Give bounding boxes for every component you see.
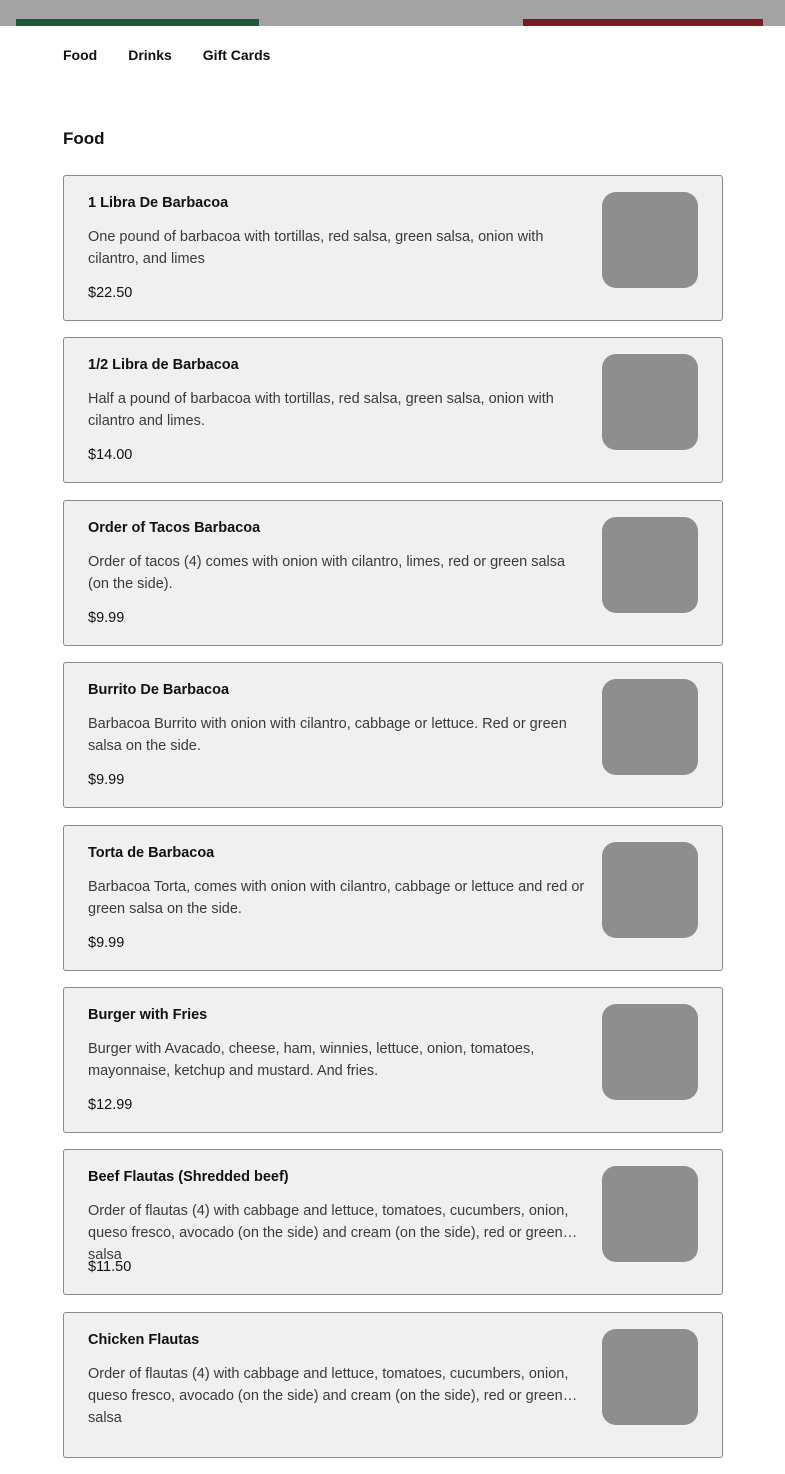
menu-item-card[interactable]	[63, 1149, 723, 1295]
item-description: Burger with Avacado, cheese, ham, winnies, lettuce, onion, tomatoes, mayonnaise, ketchup and mustard. And fries.	[88, 1040, 535, 1079]
menu-item-card[interactable]	[63, 662, 723, 808]
menu-item-card[interactable]	[63, 1312, 723, 1458]
item-name: 1 Libra De Barbacoa	[88, 195, 229, 211]
section-title: Food	[63, 129, 105, 148]
item-name: Burrito De Barbacoa	[88, 682, 230, 699]
item-price: $11.50	[88, 1259, 132, 1276]
top-banner	[0, 0, 785, 26]
item-name: 1/2 Libra de Barbacoa	[88, 357, 239, 374]
menu-item-card[interactable]	[63, 500, 723, 646]
item-description: Order of flautas (4) with cabbage and lettuce, tomatoes, cucumbers, onion, queso fresco, avocado (on the side) and cream (on the side), red or green salsa	[88, 1365, 569, 1426]
item-name: Order of Tacos Barbacoa	[88, 519, 261, 536]
item-image	[602, 354, 698, 450]
category-nav	[63, 46, 270, 64]
item-price: $14.00	[88, 447, 133, 464]
banner-green-stripe	[16, 19, 259, 26]
item-price: $9.99	[88, 934, 125, 951]
item-description: Order of flautas (4) with cabbage and lettuce, tomatoes, cucumbers, onion, queso fresco, avocado (on the side) and cream (on the side), red or green salsa	[88, 1203, 569, 1264]
menu-item-list	[63, 175, 723, 1474]
item-description: Barbacoa Torta, comes with onion with cilantro, cabbage or lettuce and red or green salsa on the side.	[88, 878, 585, 917]
item-description: Barbacoa Burrito with onion with cilantro, cabbage or lettuce. Red or green salsa on the side.	[88, 716, 567, 755]
item-name: Chicken Flautas	[88, 1331, 200, 1348]
item-image	[602, 1329, 698, 1425]
item-price: $9.99	[88, 609, 125, 626]
menu-item-card[interactable]	[63, 825, 723, 971]
menu-item-card[interactable]	[63, 175, 723, 321]
menu-item-card[interactable]	[63, 337, 723, 483]
item-image	[602, 842, 698, 938]
item-name: Beef Flautas (Shredded beef)	[88, 1169, 289, 1186]
item-price: $22.50	[88, 285, 133, 301]
item-image	[602, 1166, 698, 1262]
item-price: $12.99	[88, 1096, 133, 1113]
item-description: Order of tacos (4) comes with onion with cilantro, limes, red or green salsa (on the side).	[88, 553, 566, 592]
tab-gift-cards[interactable]: Gift Cards	[202, 47, 271, 63]
item-image	[602, 679, 698, 775]
item-name: Burger with Fries	[88, 1006, 208, 1023]
item-price: $9.99	[88, 772, 125, 789]
item-name: Torta de Barbacoa	[88, 844, 215, 861]
banner-red-stripe	[523, 19, 763, 26]
menu-item-card[interactable]	[63, 987, 723, 1133]
tab-drinks[interactable]: Drinks	[128, 47, 172, 63]
tab-food[interactable]: Food	[63, 47, 98, 63]
item-description: Half a pound of barbacoa with tortillas, red salsa, green salsa, onion with cilantro and limes.	[88, 391, 554, 430]
item-image	[602, 192, 698, 288]
item-image	[602, 517, 698, 613]
item-description: One pound of barbacoa with tortillas, red salsa, green salsa, onion with cilantro, and limes	[88, 229, 544, 267]
item-image	[602, 1004, 698, 1100]
